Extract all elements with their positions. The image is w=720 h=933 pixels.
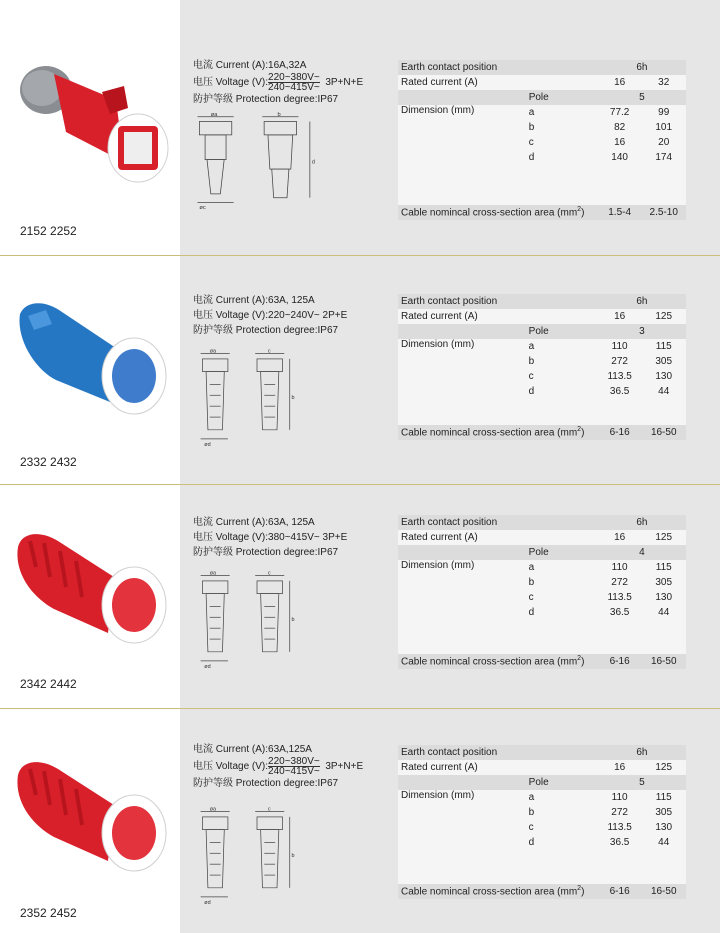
drawing-label-c: c <box>267 348 271 355</box>
dim-value: 44 <box>641 605 686 620</box>
product-codes: 2342 2442 <box>20 677 77 691</box>
rated-value: 16 <box>598 75 642 90</box>
voltage-spec: 电压 Voltage (V):220~240V~ 2P+E <box>193 310 348 321</box>
pole-value: 5 <box>598 90 686 105</box>
protection-spec: 防护等级 Protection degree:IP67 <box>193 325 339 336</box>
dim-value: 110 <box>598 339 642 354</box>
spec-block <box>193 515 347 560</box>
dim-value: 16 <box>598 135 642 150</box>
dimension-drawing <box>192 112 342 212</box>
dim-value: 113.5 <box>598 590 642 605</box>
spec-table <box>398 515 686 669</box>
pole-label: Pole <box>526 324 598 339</box>
dim-value: 101 <box>641 120 686 135</box>
dim-letter: d <box>526 605 598 620</box>
drawing-label-b: b <box>291 394 295 401</box>
dim-letter: c <box>526 369 598 384</box>
voltage-spec <box>193 757 363 776</box>
earth-label: Earth contact position <box>398 60 526 75</box>
dim-value: 115 <box>641 560 686 575</box>
spec-block <box>193 742 363 791</box>
drawing-label-e: ød <box>204 900 211 906</box>
pole-label: Pole <box>526 545 598 560</box>
earth-value: 6h <box>598 294 686 309</box>
dim-letter: a <box>526 790 598 805</box>
dim-value: 140 <box>598 150 642 165</box>
connector-photo-red <box>6 521 171 671</box>
pole-label: Pole <box>526 775 598 790</box>
cable-label: Cable nomincal cross-section area $(mm^2)$ <box>398 654 598 669</box>
rated-value: 125 <box>641 309 686 324</box>
product-codes: 2332 2432 <box>20 455 77 469</box>
protection-spec: 防护等级 Protection degree:IP67 <box>193 94 339 105</box>
dimension-drawing <box>192 570 342 670</box>
product-codes: 2352 2452 <box>20 906 77 920</box>
dim-value: 174 <box>641 150 686 165</box>
dim-value: 272 <box>598 354 642 369</box>
dim-value: 272 <box>598 805 642 820</box>
earth-value: 6h <box>598 745 686 760</box>
protection-spec: 防护等级 Protection degree:IP67 <box>193 778 339 789</box>
dim-value: 113.5 <box>598 820 642 835</box>
dim-letter: a <box>526 560 598 575</box>
voltage-spec: 电压 Voltage (V):380~415V~ 3P+E <box>193 532 348 543</box>
dim-value: 36.5 <box>598 605 642 620</box>
dim-value: 110 <box>598 790 642 805</box>
rated-value: 32 <box>641 75 686 90</box>
pole-value: 3 <box>598 324 686 339</box>
voltage-prefix: 电压 Voltage (V): <box>193 761 269 773</box>
dim-letter: a <box>526 105 598 120</box>
current-spec: 电流 Current (A):63A,125A <box>193 744 312 755</box>
drawing-label-a: øa <box>210 112 218 118</box>
cable-label: Cable nomincal cross-section area $(mm^2)$ <box>398 884 598 899</box>
drawing-label-e: ød <box>204 442 211 448</box>
cable-value: 6-16 <box>598 654 642 669</box>
dim-value: 130 <box>641 820 686 835</box>
dim-letter: b <box>526 575 598 590</box>
dimension-label: Dimension (mm) <box>398 105 526 165</box>
dim-letter: c <box>526 135 598 150</box>
dim-letter: d <box>526 835 598 850</box>
earth-value: 6h <box>598 515 686 530</box>
dim-letter: b <box>526 354 598 369</box>
dim-value: 36.5 <box>598 384 642 399</box>
dimension-drawing <box>192 806 342 906</box>
protection-spec: 防护等级 Protection degree:IP67 <box>193 547 339 558</box>
rated-label: Rated current (A) <box>398 309 526 324</box>
drawing-label-b: b <box>277 112 281 118</box>
drawing-label-b: b <box>291 852 295 859</box>
voltage-suffix: 3P+N+E <box>325 761 364 773</box>
dim-letter: b <box>526 120 598 135</box>
voltage-fraction <box>268 757 320 776</box>
cable-value: 16-50 <box>641 425 686 440</box>
connector-photo-grey-red <box>6 52 171 202</box>
cable-label: Cable nomincal cross-section area $(mm^2)$ <box>398 205 598 220</box>
dim-letter: b <box>526 805 598 820</box>
product-section-2 <box>0 256 720 484</box>
spec-table <box>398 294 686 440</box>
dim-value: 82 <box>598 120 642 135</box>
cable-value: 2.5-10 <box>641 205 686 220</box>
drawing-label-c: c <box>267 570 271 577</box>
drawing-label-a: øa <box>209 570 217 577</box>
voltage-top: 220~380V~ <box>268 756 320 767</box>
pole-value: 4 <box>598 545 686 560</box>
dim-letter: d <box>526 384 598 399</box>
drawing-label-b: b <box>291 616 295 623</box>
earth-label: Earth contact position <box>398 294 526 309</box>
voltage-prefix: 电压 Voltage (V): <box>193 77 269 89</box>
dim-value: 115 <box>641 339 686 354</box>
spec-table <box>398 745 686 899</box>
cable-value: 6-16 <box>598 425 642 440</box>
dim-letter: a <box>526 339 598 354</box>
dim-value: 115 <box>641 790 686 805</box>
dim-value: 20 <box>641 135 686 150</box>
drawing-label-e: øc <box>199 205 206 212</box>
pole-value: 5 <box>598 775 686 790</box>
dim-value: 44 <box>641 384 686 399</box>
current-spec: 电流 Current (A):16A,32A <box>193 60 307 71</box>
dimension-label: Dimension (mm) <box>398 339 526 399</box>
rated-label: Rated current (A) <box>398 530 526 545</box>
dim-value: 130 <box>641 590 686 605</box>
rated-value: 16 <box>598 309 642 324</box>
drawing-label-d: d <box>311 159 315 166</box>
rated-value: 16 <box>598 530 642 545</box>
drawing-label-a: øa <box>209 348 217 355</box>
pole-label: Pole <box>526 90 598 105</box>
dim-value: 305 <box>641 575 686 590</box>
dim-letter: d <box>526 150 598 165</box>
dim-value: 99 <box>641 105 686 120</box>
current-spec: 电流 Current (A):63A, 125A <box>193 517 315 528</box>
cable-label: Cable nomincal cross-section area $(mm^2)$ <box>398 425 598 440</box>
product-section-4 <box>0 709 720 933</box>
voltage-spec <box>193 73 363 92</box>
voltage-fraction <box>268 73 320 92</box>
product-codes: 2152 2252 <box>20 224 77 238</box>
voltage-top: 220~380V~ <box>268 72 320 83</box>
drawing-label-e: ød <box>204 664 211 670</box>
earth-label: Earth contact position <box>398 745 526 760</box>
product-section-1 <box>0 0 720 255</box>
connector-photo-red <box>6 749 171 899</box>
dim-value: 113.5 <box>598 369 642 384</box>
dim-letter: c <box>526 820 598 835</box>
dim-value: 36.5 <box>598 835 642 850</box>
rated-label: Rated current (A) <box>398 760 526 775</box>
rated-value: 125 <box>641 530 686 545</box>
dim-letter: c <box>526 590 598 605</box>
dim-value: 77.2 <box>598 105 642 120</box>
voltage-bottom: 240~415V~ <box>268 82 320 93</box>
rated-value: 125 <box>641 760 686 775</box>
spec-block <box>193 293 347 338</box>
product-section-3 <box>0 485 720 708</box>
dim-value: 130 <box>641 369 686 384</box>
spec-table <box>398 60 686 220</box>
dimension-drawing <box>192 348 342 448</box>
spec-block <box>193 58 363 107</box>
current-spec: 电流 Current (A):63A, 125A <box>193 295 315 306</box>
earth-value: 6h <box>598 60 686 75</box>
dim-value: 44 <box>641 835 686 850</box>
dim-value: 305 <box>641 805 686 820</box>
drawing-label-c: c <box>267 806 271 813</box>
cable-value: 16-50 <box>641 884 686 899</box>
cable-value: 16-50 <box>641 654 686 669</box>
rated-label: Rated current (A) <box>398 75 526 90</box>
dimension-label: Dimension (mm) <box>398 560 526 620</box>
dim-value: 110 <box>598 560 642 575</box>
dim-value: 305 <box>641 354 686 369</box>
connector-photo-blue <box>6 290 171 440</box>
dim-value: 272 <box>598 575 642 590</box>
earth-label: Earth contact position <box>398 515 526 530</box>
cable-value: 6-16 <box>598 884 642 899</box>
rated-value: 16 <box>598 760 642 775</box>
voltage-bottom: 240~415V~ <box>268 766 320 777</box>
dimension-label: Dimension (mm) <box>398 790 526 850</box>
cable-value: 1.5-4 <box>598 205 642 220</box>
drawing-label-a: øa <box>209 806 217 813</box>
voltage-suffix: 3P+N+E <box>325 77 364 89</box>
